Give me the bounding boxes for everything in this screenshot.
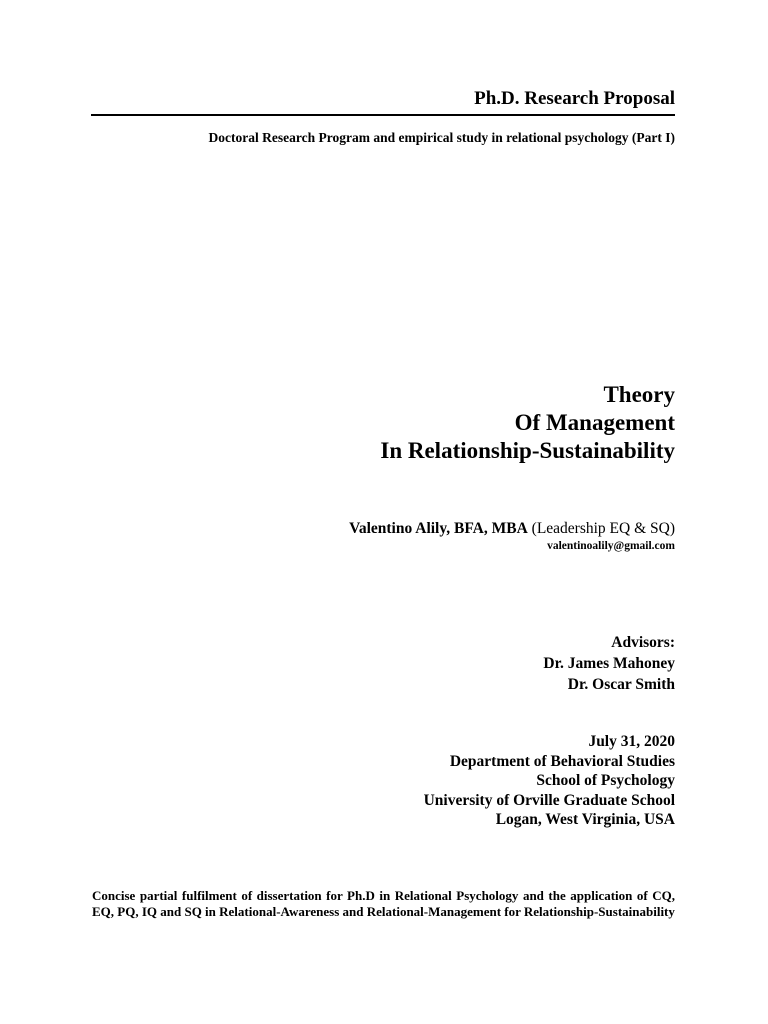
proposal-header-title: Ph.D. Research Proposal xyxy=(474,88,675,109)
advisors-block xyxy=(543,632,675,695)
title-line-1: Theory xyxy=(603,382,675,407)
school-name: School of Psychology xyxy=(536,772,675,789)
document-date: July 31, 2020 xyxy=(588,733,675,750)
department-name: Department of Behavioral Studies xyxy=(449,752,675,770)
author-credentials: (Leadership EQ & SQ) xyxy=(531,520,675,537)
location: Logan, West Virginia, USA xyxy=(495,811,675,828)
institution-block xyxy=(424,732,675,830)
title-line-2: Of Management xyxy=(514,410,675,435)
advisor-name: Dr. James Mahoney xyxy=(543,655,675,672)
author-line xyxy=(349,519,675,539)
proposal-subtitle: Doctoral Research Program and empirical study in relational psychology (Part I) xyxy=(208,130,675,145)
title-line-3: In Relationship-Sustainability xyxy=(380,438,675,463)
document-title xyxy=(380,381,675,465)
author-name: Valentino Alily, BFA, MBA xyxy=(349,520,528,537)
fulfilment-statement: Concise partial fulfilment of dissertation for Ph.D in Relational Psychology and the application of CQ, EQ, PQ, IQ and SQ in Relational-Awareness and Relational-Management for Relationship-Sustainability xyxy=(92,888,675,919)
header-rule xyxy=(91,114,675,116)
advisor-name: Dr. Oscar Smith xyxy=(567,676,675,693)
advisors-heading: Advisors: xyxy=(611,634,675,651)
author-email: valentinoalily@gmail.com xyxy=(547,540,675,552)
university-name: University of Orville Graduate School xyxy=(423,791,675,809)
